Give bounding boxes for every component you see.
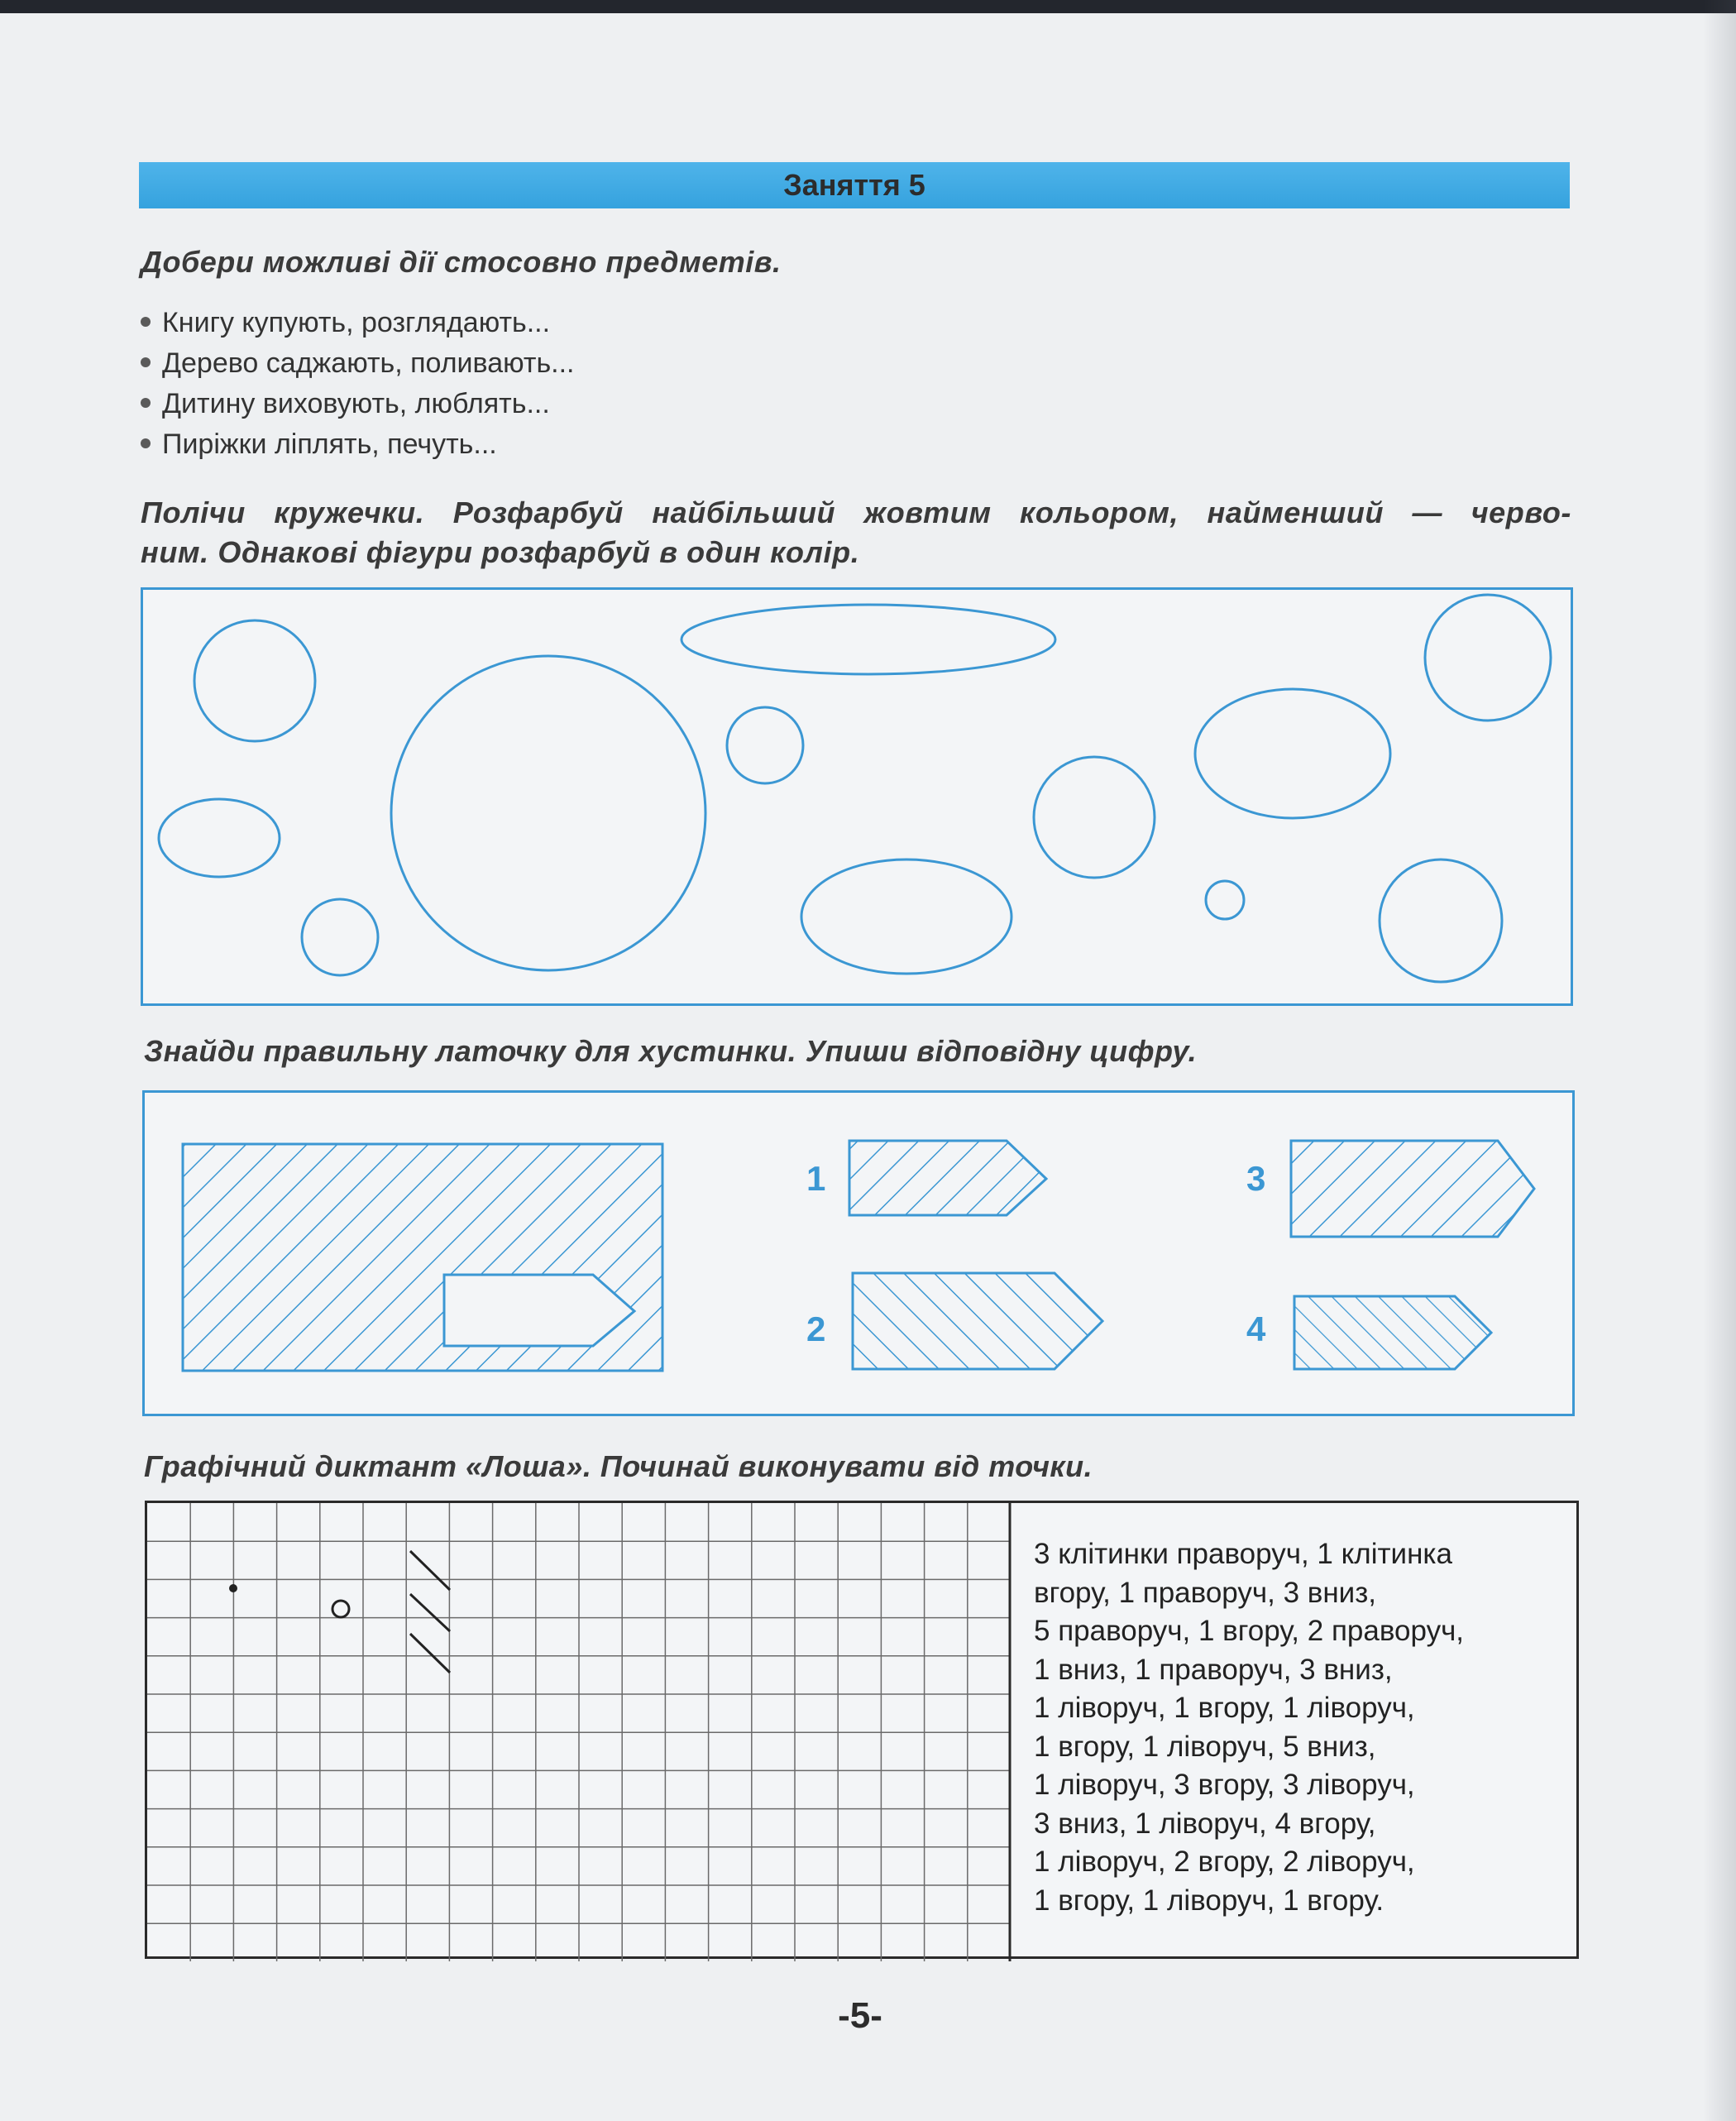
list-item: Дерево саджають, поливають... [141,343,575,384]
list-item: Пиріжки ліплять, печуть... [141,424,575,465]
grid-lines [147,1503,1010,1961]
patch-4-shape [1294,1296,1491,1369]
dictation-line: 1 ліворуч, 3 вгору, 3 ліворуч, [1034,1769,1415,1801]
task1-list [141,303,575,465]
ellipse-shape [159,799,280,877]
task4-title: Графічний диктант «Лоша». Починай виконувати від точки. [144,1449,1093,1483]
patches-box [142,1090,1575,1416]
patch-label-3: 3 [1246,1159,1266,1198]
bullet-icon [141,317,151,327]
patch-3-shape [1291,1141,1534,1237]
circle-shape [391,656,705,970]
start-circle [332,1601,349,1617]
ellipse-shape [681,605,1055,674]
bullet-icon [141,438,151,448]
circle-shape [302,899,378,975]
list-item: Книгу купують, розглядають... [141,303,575,343]
circle-shape [1034,757,1155,878]
circle-shape [727,707,803,783]
circle-shape [194,620,315,741]
dictation-text [1034,1535,1571,1920]
dictation-line: 1 вгору, 1 ліворуч, 5 вниз, [1034,1730,1376,1763]
dictation-line: 1 ліворуч, 2 вгору, 2 ліворуч, [1034,1846,1415,1878]
kerchief-hole [444,1275,634,1346]
circles-drawing [143,590,1576,1008]
circles-box [141,587,1573,1006]
task3-title: Знайди правильну латочку для хустинки. Упиши відповідну цифру. [144,1034,1198,1068]
patch-label-1: 1 [806,1159,826,1198]
start-dot [229,1584,237,1592]
task2-title: Полічи кружечки. Розфарбуй найбільший жовтим кольором, найменший — черво- ним. Однакові фігури розфарбуй в один колір. [141,496,1571,569]
dictation-line: 3 вниз, 1 ліворуч, 4 вгору, [1034,1807,1376,1840]
example-strokes [410,1551,450,1673]
lesson-header [139,162,1570,208]
patch-label-2: 2 [806,1309,826,1348]
page-shadow [1703,0,1736,2121]
dictation-line: 1 вниз, 1 праворуч, 3 вниз, [1034,1653,1393,1686]
dictation-line: 1 вгору, 1 ліворуч, 1 вгору. [1034,1884,1384,1917]
bullet-icon [141,398,151,408]
patch-2-shape [853,1273,1102,1369]
list-item: Дитину виховують, люблять... [141,384,575,424]
ellipse-shape [801,859,1011,974]
patches-drawing [145,1093,1577,1419]
bullet-icon [141,357,151,367]
patch-label-4: 4 [1246,1309,1266,1348]
patch-1-shape [849,1141,1046,1215]
dictation-line: 5 праворуч, 1 вгору, 2 праворуч, [1034,1615,1465,1647]
top-edge [0,0,1736,13]
page-number: -5- [838,1995,882,2036]
circle-shape [1206,881,1244,919]
lesson-title: Заняття 5 [783,168,925,202]
dictation-line: 3 клітинки праворуч, 1 клітинка [1034,1538,1452,1570]
task1-title: Добери можливі дії стосовно предметів. [141,245,782,279]
circle-shape [1380,859,1502,982]
circle-shape [1425,595,1551,721]
dictation-line: 1 ліворуч, 1 вгору, 1 ліворуч, [1034,1692,1415,1724]
ellipse-shape [1195,689,1390,818]
dictation-line: вгору, 1 праворуч, 3 вниз, [1034,1576,1377,1609]
